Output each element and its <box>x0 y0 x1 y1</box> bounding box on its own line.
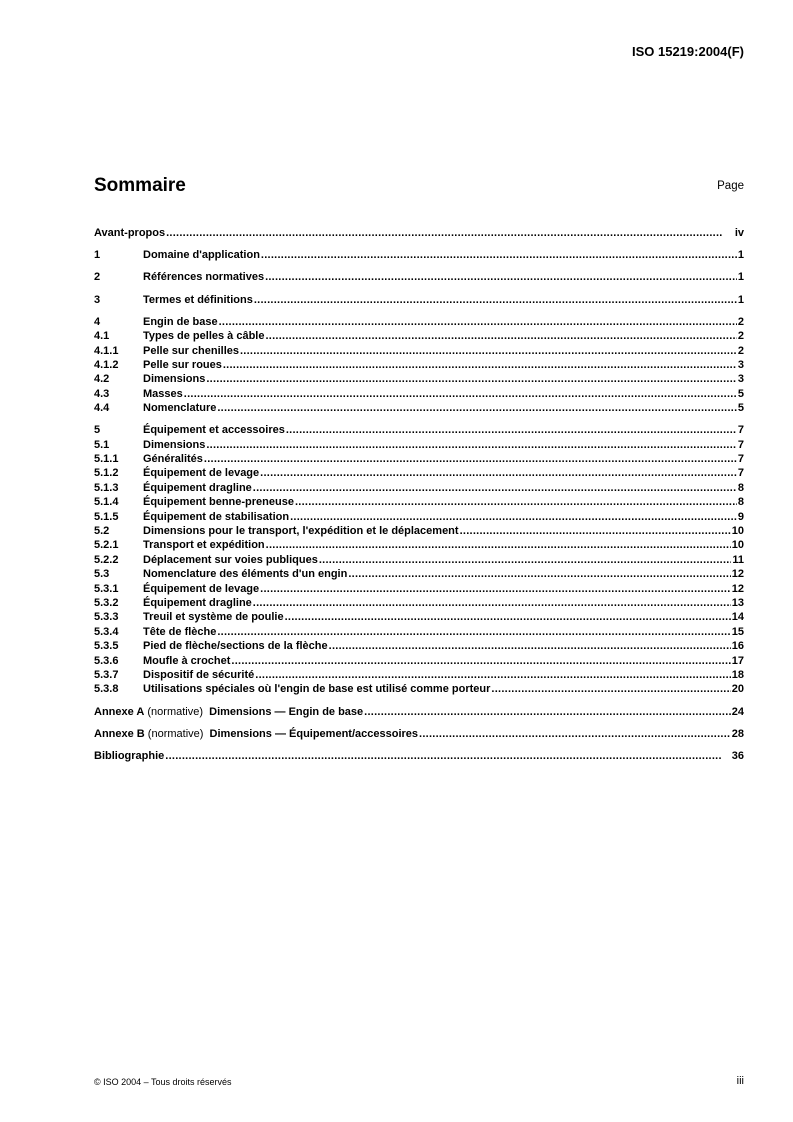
toc-entry-page: 1 <box>737 293 744 306</box>
toc-leader <box>260 582 731 596</box>
footer-page-number: iii <box>736 1075 744 1087</box>
toc-entry[interactable] <box>94 270 744 284</box>
toc-entry[interactable] <box>94 226 744 240</box>
toc-bibliography[interactable] <box>94 749 744 763</box>
toc-title: Sommaire <box>94 175 186 196</box>
toc-entry-page: 7 <box>737 453 744 466</box>
toc-entry-page: 20 <box>731 683 744 696</box>
toc-page-label: Page <box>717 180 744 192</box>
toc-entry[interactable] <box>94 401 744 415</box>
toc-leader <box>290 510 737 524</box>
annex-a-kind: (normative) <box>144 705 210 718</box>
toc-entry-number: 5.3.2 <box>94 596 119 609</box>
toc-leader <box>217 625 730 639</box>
toc-entry-title: Dispositif de sécurité <box>143 668 255 681</box>
toc-entry-number: 5.2.2 <box>94 553 119 566</box>
toc-entry[interactable] <box>94 639 744 653</box>
footer-copyright: © ISO 2004 – Tous droits réservés <box>94 1077 232 1087</box>
toc-entry-page: 8 <box>737 496 744 509</box>
toc-entry-title: Dimensions <box>143 373 206 386</box>
toc-entry-page: 14 <box>731 611 744 624</box>
toc-entry[interactable] <box>94 668 744 682</box>
toc-entry[interactable] <box>94 466 744 480</box>
toc-entry-number: 5.3.5 <box>94 640 119 653</box>
toc-entry-page: 3 <box>737 373 744 386</box>
toc-entry-page: 2 <box>737 344 744 357</box>
toc-entry-number: 4.4 <box>94 402 110 415</box>
annex-a-prefix: Annexe A <box>94 705 145 718</box>
toc-leader <box>240 344 737 358</box>
toc-entry-title: Tête de flèche <box>143 625 217 638</box>
toc-entry[interactable] <box>94 293 744 307</box>
toc-entry[interactable] <box>94 596 744 610</box>
document-standard-id: ISO 15219:2004(F) <box>631 44 744 59</box>
toc-entry-number: 5.1.4 <box>94 496 119 509</box>
toc-entry-page: 16 <box>731 640 744 653</box>
bibliography-page: 36 <box>731 749 744 762</box>
toc-entry[interactable] <box>94 372 744 386</box>
toc-entry-page: 2 <box>737 330 744 343</box>
toc-leader <box>329 639 731 653</box>
annex-a-title: Dimensions — Engin de base <box>209 705 364 718</box>
toc-entry[interactable] <box>94 610 744 624</box>
toc-entry[interactable] <box>94 315 744 329</box>
toc-leader <box>265 270 737 284</box>
toc-leader <box>184 387 737 401</box>
toc-entry-number: 4.1.2 <box>94 358 119 371</box>
toc-leader <box>261 248 737 262</box>
toc-entry-number: 4.1.1 <box>94 344 119 357</box>
toc-entry-page: 12 <box>731 568 744 581</box>
toc-entry-title: Références normatives <box>143 271 265 284</box>
toc-entry-title: Moufle à crochet <box>143 654 231 667</box>
toc-entry[interactable] <box>94 329 744 343</box>
toc-entry-title: Nomenclature <box>143 402 217 415</box>
toc-entry-title: Nomenclature des éléments d'un engin <box>143 568 348 581</box>
toc-entry-page: 5 <box>737 402 744 415</box>
toc-entry-title: Avant-propos <box>94 227 166 239</box>
toc-entry-number: 5.1.1 <box>94 453 119 466</box>
toc-leader <box>204 452 737 466</box>
toc-leader <box>206 372 737 386</box>
toc-entry[interactable] <box>94 358 744 372</box>
toc-entry-number: 5.3.7 <box>94 668 119 681</box>
toc-entry-title: Équipement et accessoires <box>143 424 285 437</box>
toc-entry-page: 7 <box>737 438 744 451</box>
toc-entry[interactable] <box>94 582 744 596</box>
toc-entry-title: Masses <box>143 387 183 400</box>
toc-entry-number: 5.3.6 <box>94 654 119 667</box>
toc-entry[interactable] <box>94 248 744 262</box>
toc-entry-number: 5.1.3 <box>94 481 119 494</box>
toc-entry-page: 1 <box>737 271 744 284</box>
toc-entry-page: 13 <box>731 596 744 609</box>
toc-entry-number: 5.1.2 <box>94 467 119 480</box>
toc-entry-title: Pelle sur roues <box>143 358 222 371</box>
toc-entry-page: 2 <box>737 315 744 328</box>
toc-entry-number: 5.2.1 <box>94 539 119 552</box>
toc-entry-page: 17 <box>731 654 744 667</box>
toc-entry-page: 11 <box>732 553 744 566</box>
toc-entry-title: Treuil et système de poulie <box>143 611 284 624</box>
toc-entry-number: 4.2 <box>94 373 110 386</box>
toc-entry-title: Équipement dragline <box>143 481 252 494</box>
toc-entry-title: Équipement de levage <box>143 582 260 595</box>
toc-leader <box>266 538 731 552</box>
toc-entry-page: 1 <box>737 249 744 262</box>
toc-leader <box>255 668 730 682</box>
toc-leader <box>285 610 731 624</box>
toc-leader <box>206 438 737 452</box>
toc-annex-b[interactable] <box>94 727 744 741</box>
toc-entry-page: iv <box>734 227 744 239</box>
toc-entry-page: 3 <box>737 358 744 371</box>
toc-entries <box>94 226 744 697</box>
toc-entry-number: 4.3 <box>94 387 110 400</box>
toc-leader <box>253 596 731 610</box>
toc-leader <box>260 466 737 480</box>
toc-leader <box>286 423 737 437</box>
toc-entry-number: 4 <box>94 315 101 328</box>
bibliography-title: Bibliographie <box>94 749 165 762</box>
toc-entry-number: 5 <box>94 424 101 437</box>
toc-entry-title: Généralités <box>143 453 203 466</box>
toc-leader <box>319 553 732 567</box>
toc-entry-page: 5 <box>737 387 744 400</box>
toc-entry-title: Termes et définitions <box>143 293 253 306</box>
toc-title-row <box>94 175 744 199</box>
toc-entry[interactable] <box>94 553 744 567</box>
annex-b-prefix: Annexe B <box>94 727 145 740</box>
toc-entry-number: 5.1.5 <box>94 510 119 523</box>
toc-leader <box>491 682 730 696</box>
toc-leader <box>265 329 736 343</box>
toc-entry-number: 5.1 <box>94 438 110 451</box>
toc-leader <box>217 401 737 415</box>
toc-leader <box>295 495 737 509</box>
toc-entry-number: 5.3 <box>94 568 110 581</box>
toc-entry[interactable] <box>94 481 744 495</box>
toc-entry-title: Pelle sur chenilles <box>143 344 239 357</box>
toc-leader <box>419 727 731 741</box>
toc-entry-page: 10 <box>731 525 744 538</box>
toc-entry-page: 10 <box>731 539 744 552</box>
toc-entry-title: Types de pelles à câble <box>143 330 265 343</box>
toc-leader <box>223 358 737 372</box>
toc-entry-page: 9 <box>737 510 744 523</box>
toc-entry-number: 3 <box>94 293 101 306</box>
toc-entry[interactable] <box>94 524 744 538</box>
annex-b-page: 28 <box>731 727 744 740</box>
toc-entry-number: 4.1 <box>94 330 110 343</box>
toc-entry[interactable] <box>94 654 744 668</box>
toc-leader <box>165 749 730 763</box>
toc-entry-page: 8 <box>737 481 744 494</box>
annex-b-title: Dimensions — Équipement/accessoires <box>209 727 419 740</box>
annex-a-page: 24 <box>731 705 744 718</box>
toc-entry-title: Engin de base <box>143 315 218 328</box>
toc-leader <box>231 654 730 668</box>
toc-entry-title: Équipement benne-preneuse <box>143 496 294 509</box>
toc-entry[interactable] <box>94 438 744 452</box>
toc-entry[interactable] <box>94 452 744 466</box>
toc-entry-page: 15 <box>731 625 744 638</box>
toc-entry[interactable] <box>94 510 744 524</box>
toc-entry[interactable] <box>94 625 744 639</box>
toc-entry-title: Pied de flèche/sections de la flèche <box>143 640 328 653</box>
toc-annex-a[interactable] <box>94 705 744 719</box>
toc-entry[interactable] <box>94 344 744 358</box>
toc-entry[interactable] <box>94 567 744 581</box>
toc-entry-number: 5.3.1 <box>94 582 119 595</box>
toc-leader <box>348 567 730 581</box>
toc-entry[interactable] <box>94 495 744 509</box>
toc-entry-title: Équipement de stabilisation <box>143 510 290 523</box>
toc-leader <box>219 315 737 329</box>
toc-entry[interactable] <box>94 682 744 696</box>
toc-entry[interactable] <box>94 387 744 401</box>
toc-entry-page: 7 <box>737 424 744 437</box>
toc-entry-title: Utilisations spéciales où l'engin de base est utilisé comme porteur <box>143 683 491 696</box>
toc-entry-title: Domaine d'application <box>143 249 260 262</box>
toc-entry-title: Dimensions pour le transport, l'expédition et le déplacement <box>143 525 459 538</box>
toc-leader <box>253 481 737 495</box>
toc-entry-page: 18 <box>731 668 744 681</box>
toc-entry-number: 2 <box>94 271 101 284</box>
toc-leader <box>460 524 731 538</box>
annex-b-kind: (normative) <box>144 727 210 740</box>
toc-entry-title: Équipement de levage <box>143 467 260 480</box>
toc-entry-number: 5.3.3 <box>94 611 119 624</box>
toc-entry[interactable] <box>94 423 744 437</box>
toc-leader <box>254 293 737 307</box>
table-of-contents <box>94 226 744 763</box>
toc-entry-title: Déplacement sur voies publiques <box>143 553 318 566</box>
toc-entry-title: Équipement dragline <box>143 596 252 609</box>
toc-entry-title: Dimensions <box>143 438 206 451</box>
toc-entry-number: 1 <box>94 249 101 262</box>
toc-leader <box>364 705 731 719</box>
toc-entry-title: Transport et expédition <box>143 539 265 552</box>
toc-entry-number: 5.2 <box>94 525 110 538</box>
toc-entry-number: 5.3.4 <box>94 625 119 638</box>
toc-entry[interactable] <box>94 538 744 552</box>
toc-entry-page: 7 <box>737 467 744 480</box>
toc-entry-number: 5.3.8 <box>94 683 119 696</box>
toc-leader <box>166 226 734 240</box>
toc-entry-page: 12 <box>731 582 744 595</box>
